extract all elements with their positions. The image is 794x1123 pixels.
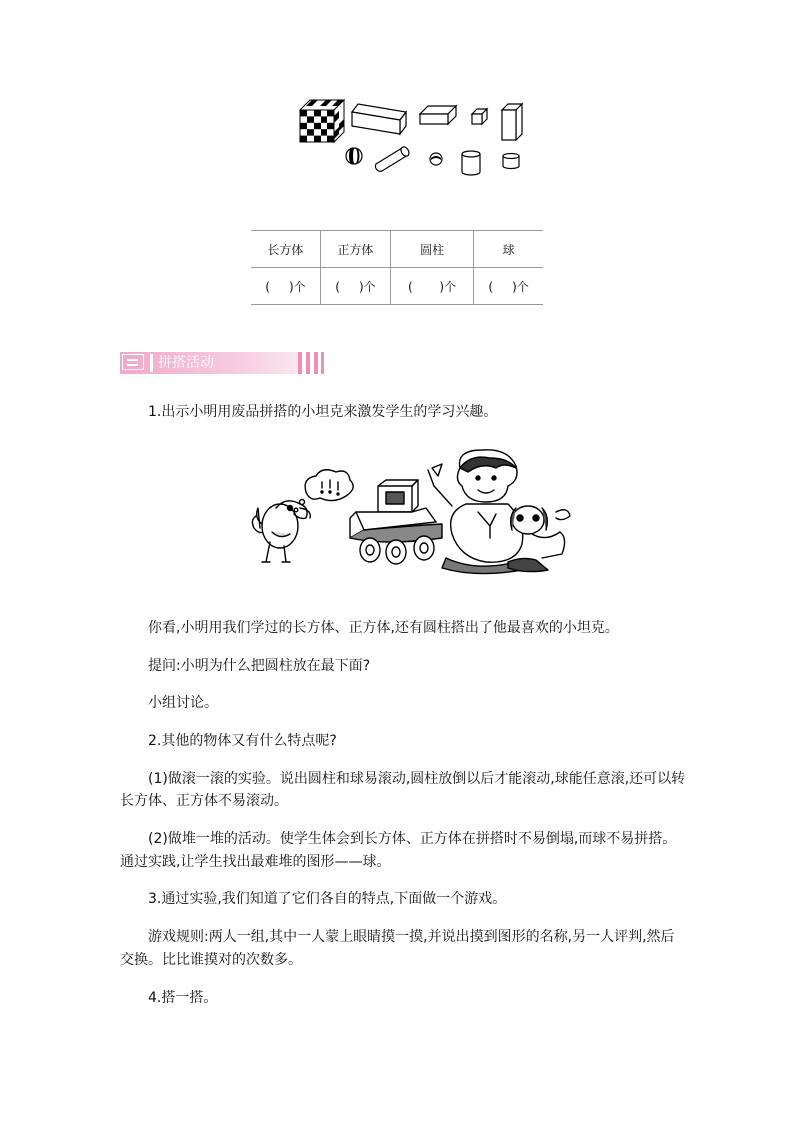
paragraph: (1)做滚一滚的实验。说出圆柱和球易滚动,圆柱放倒以后才能滚动,球能任意滚,还可以转 [148,771,686,787]
shape-count-table [251,230,543,305]
paragraph: 你看,小明用我们学过的长方体、正方体,还有圆柱搭出了他最喜欢的小坦克。 [148,620,619,636]
small-sphere-icon [430,153,442,165]
section-banner [120,352,324,374]
small-cube-icon [472,109,487,124]
tank-scene-illustration [246,446,572,576]
bird-icon [252,501,310,562]
tall-cuboid-icon [502,104,522,140]
paragraph: 2.其他的物体又有什么特点呢? [148,733,337,749]
section-title: 拼搭活动 [158,355,214,371]
toy-tank-icon [350,480,442,564]
paragraph: 小组讨论。 [148,695,218,711]
banner-stripe [298,352,302,374]
paragraph: 提问:小明为什么把圆柱放在最下面? [148,658,371,674]
count-cuboid[interactable]: ( )个 [251,268,320,305]
paragraph-continued: 交换。比比谁摸对的次数多。 [120,952,302,968]
count-cube[interactable]: ( )个 [320,268,390,305]
header-sphere: 球 [474,231,543,268]
boy-icon [428,450,523,574]
paragraph: (2)做堆一堆的活动。使学生体会到长方体、正方体在拼搭时不易倒塌,而球不易拼搭。 [148,831,677,847]
banner-stripe [314,352,318,374]
banner-stripe [306,352,310,374]
header-cylinder: 圆柱 [391,231,474,268]
paragraph: 4.搭一搭。 [148,990,218,1006]
solid-shapes-illustration [296,96,536,182]
banner-stripe [321,352,324,374]
count-sphere[interactable]: ( )个 [474,268,543,305]
section-number-icon [122,354,144,370]
long-cuboid-icon [352,104,406,134]
header-cuboid: 长方体 [251,231,320,268]
header-cube: 正方体 [320,231,390,268]
paragraph: 游戏规则:两人一组,其中一人蒙上眼睛摸一摸,并说出摸到图形的名称,另一人评判,然后 [148,929,675,945]
banner-divider [150,354,153,372]
table-row [251,268,543,305]
paragraph: 1.出示小明用废品拼搭的小坦克来激发学生的学习兴趣。 [148,404,498,420]
paragraph: 3.通过实验,我们知道了它们各自的特点,下面做一个游戏。 [148,891,507,907]
paragraph-continued: 长方体、正方体不易滚动。 [120,793,288,809]
paragraph-continued: 通过实践,让学生找出最难堆的图形——球。 [120,854,391,870]
flat-cuboid-icon [420,106,456,124]
cylinder-short-icon [503,154,519,169]
count-cylinder[interactable]: ( )个 [391,268,474,305]
cylinder-lying-icon [375,145,410,171]
checkered-cube-icon [300,100,344,142]
table-header-row [251,231,543,268]
cylinder-tall-icon [462,151,480,175]
sphere-icon [346,148,362,164]
